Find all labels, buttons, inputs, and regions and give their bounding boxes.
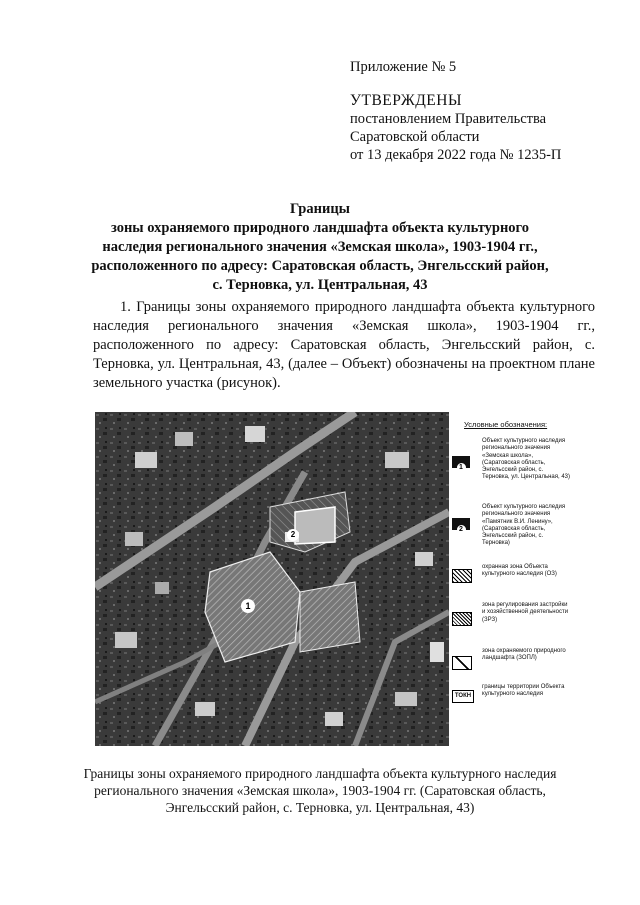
aerial-map — [95, 412, 449, 746]
approved-heading: УТВЕРЖДЕНЫ — [350, 92, 462, 109]
document-title — [60, 200, 580, 295]
marker-2-label: 2 — [290, 530, 296, 539]
title-line-2: зоны охраняемого природного ландшафта объекта культурного — [110, 220, 530, 236]
title-line-3: наследия регионального значения «Земская школа», 1903-1904 гг., — [102, 239, 538, 255]
legend-symbol-2: 2 — [452, 518, 470, 530]
legend-text-oz: охранная зона Объекта культурного наследия (ОЗ) — [482, 564, 557, 578]
legend-symbol-1: 1 — [452, 456, 470, 468]
map-image — [95, 412, 449, 746]
object-marker-1 — [241, 599, 255, 613]
title-line-1: Границы — [289, 201, 350, 217]
figure-caption — [80, 765, 560, 816]
marker-1-label: 1 — [245, 601, 251, 611]
legend-title: Условные обозначения: — [464, 420, 548, 429]
approved-line-1: постановлением Правительства — [350, 111, 547, 127]
approval-block — [350, 58, 620, 164]
caption-line-3: Энгельсский район, с. Терновка, ул. Центральная, 43) — [165, 800, 475, 815]
caption-line-1: Границы зоны охраняемого природного ландшафта объекта культурного наследия — [83, 766, 557, 781]
title-line-4: расположенного по адресу: Саратовская область, Энгельсский район, — [91, 258, 549, 274]
legend-text-1: Объект культурного наследия регионального значения «Земская школа», (Саратовская область, Энгельсский район, с. Терновка, ул. Центральная, 43) — [482, 438, 571, 481]
object-marker-2 — [287, 529, 299, 541]
legend-text-zrz: зона регулирования застройки и хозяйственной деятельности (ЗРЗ) — [482, 602, 569, 623]
approved-line-3: от 13 декабря 2022 года № 1235-П — [350, 147, 562, 163]
legend-text-zopl: зона охраняемого природного ландшафта (ЗОПЛ) — [482, 648, 566, 662]
body-paragraph: 1. Границы зоны охраняемого природного ландшафта объекта культурного наследия регионального значения «Земская школа», 1903-1904 гг., расположенного по адресу: Саратовская область, Энгельсский район, с. Терновка, ул. Центральная, 43, (далее – Объект) обозначены на проектном плане земельного участка (рисунок). — [93, 299, 595, 391]
map-legend — [452, 412, 569, 748]
figure — [95, 412, 569, 748]
title-line-5: с. Терновка, ул. Центральная, 43 — [212, 277, 428, 293]
legend-text-tokn: границы территории Объекта культурного наследия — [482, 684, 565, 698]
legend-text-2: Объект культурного наследия регионального значения «Памятник В.И. Ленину», (Саратовская область, Энгельсский район, с. Терновка) — [482, 504, 566, 547]
legend-symbol-zrz — [452, 612, 472, 626]
legend-symbol-tokn: ТОКН — [452, 690, 474, 703]
legend-symbol-zopl — [452, 656, 472, 670]
approved-line-2: Саратовской области — [350, 129, 480, 145]
caption-line-2: регионального значения «Земская школа», 1903-1904 гг. (Саратовская область, — [94, 783, 546, 798]
annex-number: Приложение № 5 — [350, 59, 457, 75]
legend-symbol-oz — [452, 569, 472, 583]
